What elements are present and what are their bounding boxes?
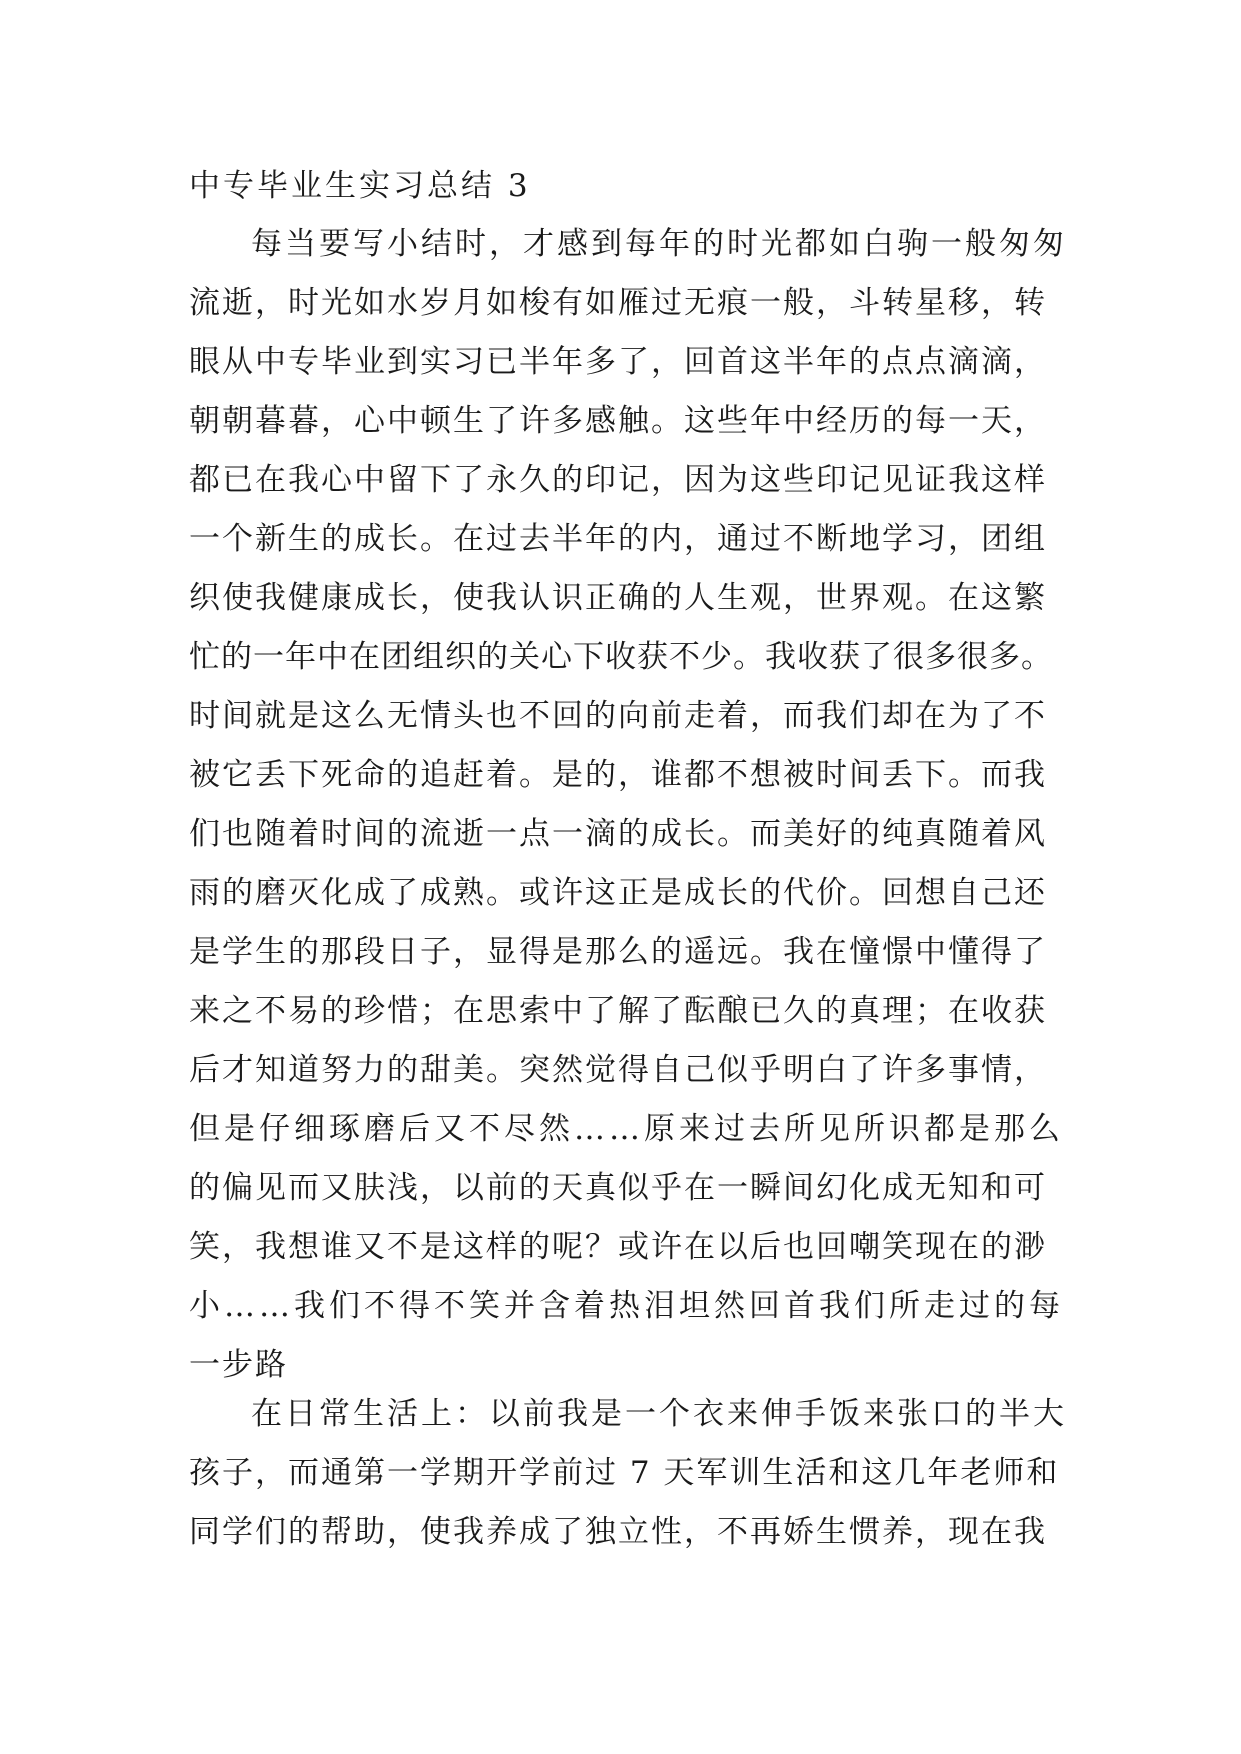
paragraph-2-line: 同学们的帮助，使我养成了独立性，不再娇生惯养，现在我 <box>189 1514 1047 1550</box>
paragraph-1-line: 但是仔细琢磨后又不尽然……原来过去所见所识都是那么 <box>189 1111 1064 1147</box>
paragraph-1-line: 朝朝暮暮，心中顿生了许多感触。这些年中经历的每一天， <box>189 403 1047 439</box>
paragraph-1-line: 忙的一年中在团组织的关心下收获不少。我收获了很多很多。 <box>189 639 1053 675</box>
paragraph-1-line: 笑，我想谁又不是这样的呢？或许在以后也回嘲笑现在的渺 <box>189 1229 1047 1265</box>
paragraph-2-line: 在日常生活上：以前我是一个衣来伸手饭来张口的半大 <box>251 1396 1067 1432</box>
paragraph-1-line: 时间就是这么无情头也不回的向前走着，而我们却在为了不 <box>189 698 1047 734</box>
paragraph-1-line: 是学生的那段日子，显得是那么的遥远。我在憧憬中懂得了 <box>189 934 1047 970</box>
document-title: 中专毕业生实习总结 3 <box>189 168 531 204</box>
paragraph-1-line: 小……我们不得不笑并含着热泪坦然回首我们所走过的每 <box>189 1288 1064 1324</box>
paragraph-2-line: 孩子，而通第一学期开学前过 7 天军训生活和这几年老师和 <box>189 1455 1060 1491</box>
paragraph-1-line: 一步路 <box>189 1347 288 1383</box>
paragraph-1-line: 眼从中专毕业到实习已半年多了，回首这半年的点点滴滴， <box>189 344 1047 380</box>
paragraph-1-line: 来之不易的珍惜；在思索中了解了酝酿已久的真理；在收获 <box>189 993 1047 1029</box>
paragraph-1-line: 都已在我心中留下了永久的印记，因为这些印记见证我这样 <box>189 462 1047 498</box>
paragraph-1-line: 雨的磨灭化成了成熟。或许这正是成长的代价。回想自己还 <box>189 875 1047 911</box>
paragraph-1-line: 每当要写小结时，才感到每年的时光都如白驹一般匆匆 <box>251 226 1067 262</box>
paragraph-2 <box>189 1385 1067 1562</box>
paragraph-1-line: 织使我健康成长，使我认识正确的人生观，世界观。在这繁 <box>189 580 1047 616</box>
paragraph-1-line: 们也随着时间的流逝一点一滴的成长。而美好的纯真随着风 <box>189 816 1047 852</box>
paragraph-1-line: 被它丢下死命的追赶着。是的，谁都不想被时间丢下。而我 <box>189 757 1047 793</box>
paragraph-1-line: 的偏见而又肤浅，以前的天真似乎在一瞬间幻化成无知和可 <box>189 1170 1047 1206</box>
paragraph-1-line: 流逝，时光如水岁月如梭有如雁过无痕一般，斗转星移，转 <box>189 285 1047 321</box>
paragraph-1-line: 后才知道努力的甜美。突然觉得自己似乎明白了许多事情， <box>189 1052 1047 1088</box>
paragraph-1-line: 一个新生的成长。在过去半年的内，通过不断地学习，团组 <box>189 521 1047 557</box>
paragraph-1 <box>189 215 1067 1395</box>
